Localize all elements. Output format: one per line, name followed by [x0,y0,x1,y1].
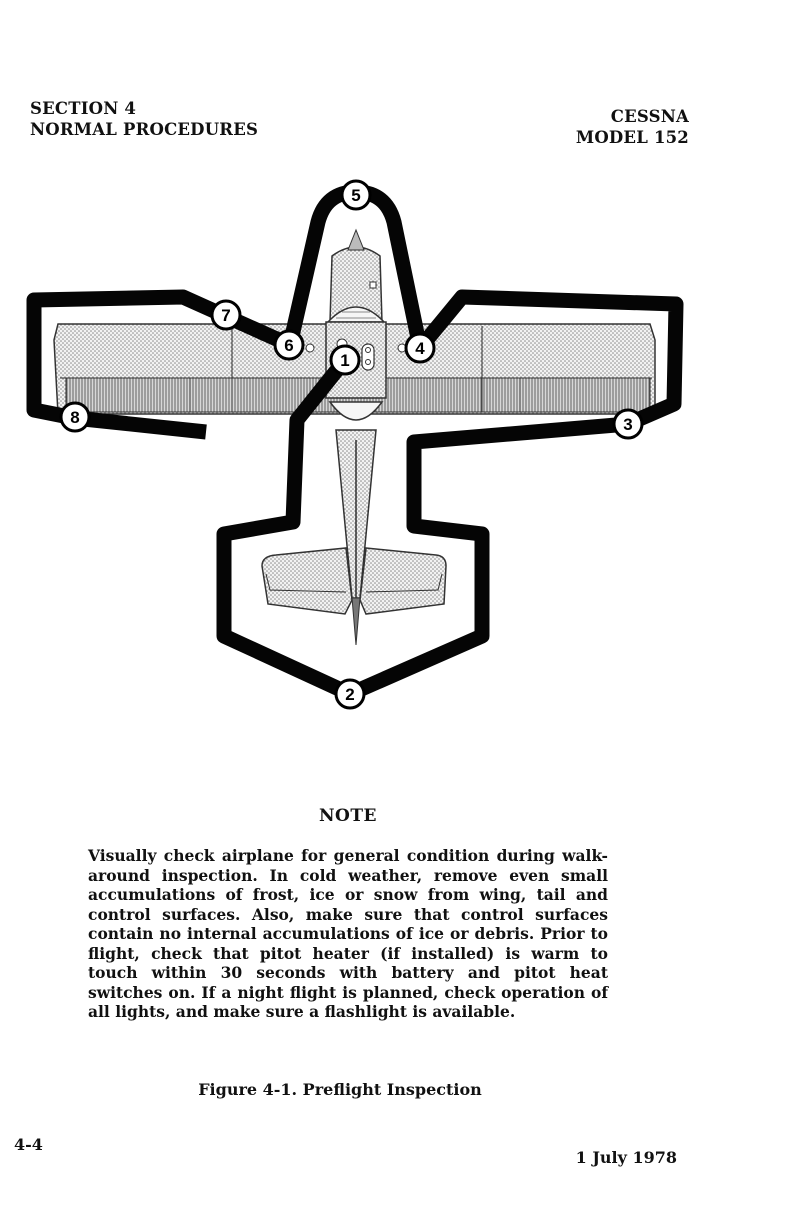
station-1-label: 1 [340,351,350,370]
model-name: MODEL 152 [575,128,689,147]
figure-caption: Figure 4-1. Preflight Inspection [198,1080,482,1099]
station-6-label: 6 [284,336,294,355]
horizontal-stabilizer-right [360,548,446,614]
station-8-marker [61,403,89,431]
model-header [576,106,689,148]
section-title: NORMAL PROCEDURES [30,120,259,139]
station-5-label: 5 [351,186,361,205]
station-3-marker [614,410,642,438]
manufacturer-name: CESSNA [610,107,689,126]
page-number: 4-4 [14,1135,43,1154]
note-heading: NOTE [319,806,377,826]
station-6-marker [275,331,303,359]
propeller-spinner [348,230,364,250]
station-4-label: 4 [415,339,425,358]
section-number: SECTION 4 [30,99,137,118]
station-5-marker [342,181,370,209]
note-body: Visually check airplane for general condition during walk-around inspection. In cold weather, remove even small accumulations of frost, ice or snow from wing, tail and control surfaces. Also, make sure that control surfaces contain no internal accumulations of ice or debris. Prior to flight, check that pitot heater (if installed) is warm to touch within 30 seconds with battery and pitot heat switches on. If a night flight is planned, check operation of all lights, and make sure a flashlight is available. [88,846,608,1021]
rear-window [330,402,382,420]
horizontal-stabilizer-left [262,548,352,614]
station-3-label: 3 [623,415,633,434]
station-2-label: 2 [345,685,355,704]
preflight-inspection-diagram [0,170,792,730]
section-header [30,98,258,140]
station-7-label: 7 [221,306,231,325]
station-2-marker [336,680,364,708]
rudder [352,598,360,645]
page-date: 1 July 1978 [575,1148,677,1167]
station-8-label: 8 [70,408,80,427]
station-1-marker [331,346,359,374]
station-7-marker [212,301,240,329]
station-4-marker [406,334,434,362]
